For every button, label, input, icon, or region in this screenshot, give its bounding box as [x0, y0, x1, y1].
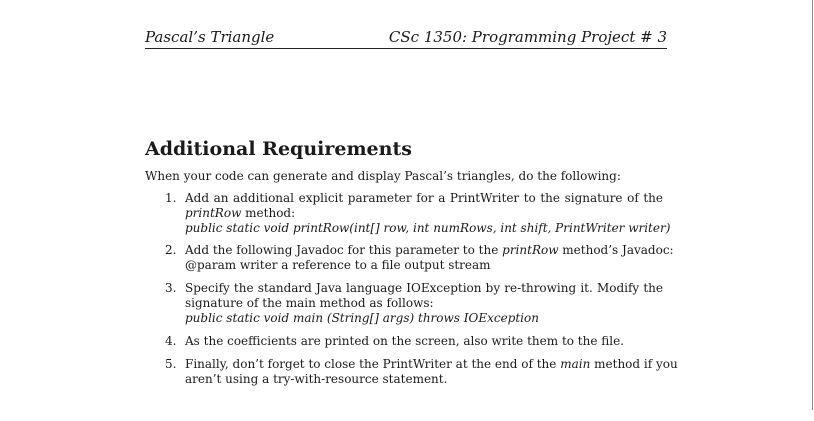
- running-header: [145, 28, 667, 48]
- list-item-text: [185, 243, 674, 258]
- list-item-text: As the coefficients are printed on the screen, also write them to the file.: [185, 334, 625, 348]
- section-heading: Additional Requirements: [145, 138, 412, 160]
- method-name: printRow: [502, 243, 559, 257]
- list-item-body: [185, 357, 678, 387]
- list-item-text: Add an additional explicit parameter for a PrintWriter to the signature of the: [185, 191, 663, 205]
- list-item-number: 2.: [165, 243, 177, 257]
- section-intro: When your code can generate and display Pascal’s triangles, do the following:: [145, 169, 621, 183]
- list-item-text: method’s Javadoc:: [558, 243, 674, 257]
- method-name: printRow: [185, 206, 242, 220]
- javadoc-line: @param writer a reference to a file output stream: [185, 258, 491, 272]
- list-item-body: [185, 334, 663, 349]
- list-item-text: method if you: [590, 357, 678, 371]
- list-item-text: method:: [241, 206, 296, 220]
- list-item-body: [185, 191, 671, 236]
- code-signature: public static void printRow(int[] row, int numRows, int shift, PrintWriter writer): [185, 221, 671, 235]
- list-item-text: signature of the main method as follows:: [185, 296, 434, 310]
- list-item-text: Specify the standard Java language IOException by re-throwing it. Modify the: [185, 281, 663, 295]
- list-item-text: aren’t using a try-with-resource statement.: [185, 372, 448, 386]
- code-signature: public static void main (String[] args) throws IOException: [185, 311, 539, 325]
- list-item-number: 4.: [165, 334, 177, 348]
- list-item-number: 1.: [165, 191, 177, 205]
- list-item-text: Add the following Javadoc for this parameter to the: [185, 243, 503, 257]
- header-course: CSc 1350: Programming Project # 3: [388, 28, 667, 46]
- method-name: main: [560, 357, 591, 371]
- list-item-text: [185, 206, 663, 221]
- list-item-number: 5.: [165, 357, 177, 371]
- header-title: Pascal’s Triangle: [145, 28, 275, 46]
- list-item-text: Finally, don’t forget to close the PrintWriter at the end of the: [185, 357, 561, 371]
- header-rule: [145, 48, 667, 49]
- list-item-body: [185, 281, 663, 326]
- list-item-number: 3.: [165, 281, 177, 295]
- list-item-body: [185, 243, 674, 273]
- list-item-text: [185, 357, 678, 372]
- page-edge-rule: [812, 0, 813, 410]
